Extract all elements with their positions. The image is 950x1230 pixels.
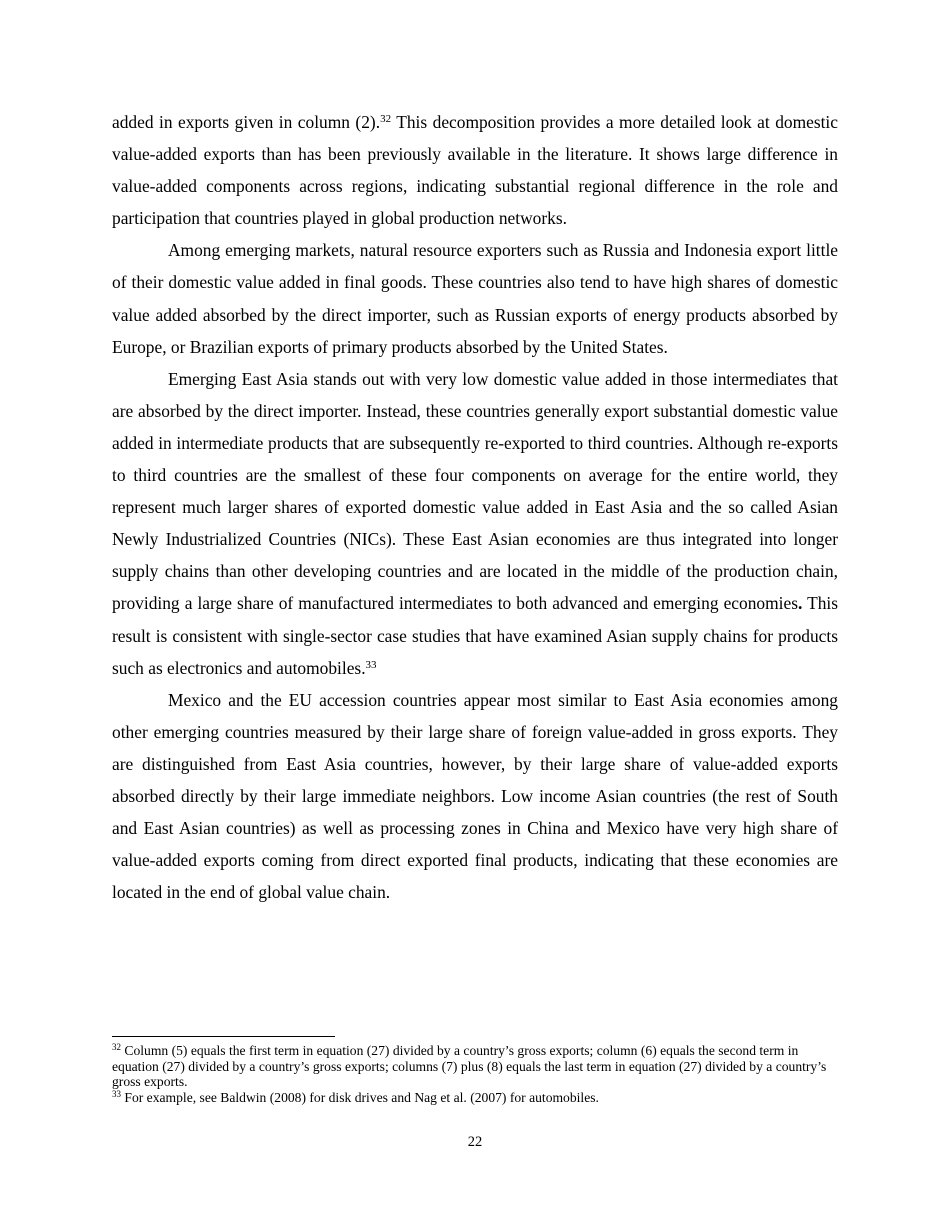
paragraph-text: This decomposition provides a more detailed look at domestic value-added exports than has been previously available in the literature. It shows large difference in value-added components across regions, indicating substantial regional difference in the role and participation that countries played in global production networks. (112, 112, 838, 229)
paragraph-4: Mexico and the EU accession countries appear most similar to East Asia economies among other emerging countries measured by their large share of foreign value-added in gross exports. They are distinguished from East Asia countries, however, by their large share of value-added exports absorbed directly by their large immediate neighbors. Low income Asian countries (the rest of South and East Asian countries) as well as processing zones in China and Mexico have very high share of value-added exports coming from direct exported final products, indicating that these economies are located in the end of global value chain. (112, 689, 838, 903)
footnote-separator (112, 1036, 335, 1037)
footnote-ref-33[interactable]: 33 (365, 658, 377, 671)
body-text (112, 106, 838, 908)
paragraph-1 (112, 106, 838, 234)
footnote-33 (112, 1090, 838, 1106)
paragraph-3 (112, 363, 838, 684)
footnote-mark: 32 (112, 1042, 121, 1052)
paragraph-text: This result is consistent with single-sector case studies that have examined Asian supply chains for products such as electronics and automobiles. (112, 593, 838, 678)
footnote-32 (112, 1043, 838, 1090)
page-number: 22 (467, 1134, 483, 1150)
paragraph-2: Among emerging markets, natural resource exporters such as Russia and Indonesia export little of their domestic value added in final goods. These countries also tend to have high shares of domestic value added absorbed by the direct importer, such as Russian exports of energy products absorbed by Europe, or Brazilian exports of primary products absorbed by the United States. (112, 240, 838, 357)
footnote-text: For example, see Baldwin (2008) for disk drives and Nag et al. (2007) for automobiles. (121, 1089, 599, 1105)
footnotes (112, 1043, 838, 1105)
paragraph-text: added in exports given in column (2). (112, 112, 381, 132)
bold-period: . (797, 593, 803, 614)
paragraph-text: Emerging East Asia stands out with very low domestic value added in those intermediates that are absorbed by the direct importer. Instead, these countries generally export substantial domestic value added in intermediate products that are subsequently re-exported to third countries. Although re-exports to third countries are the smallest of these four components on average for the entire world, they represent much larger shares of exported domestic value added in East Asia and the so called Asian Newly Industrialized Countries (NICs). These East Asian economies are thus integrated into longer supply chains than other developing countries and are located in the middle of the production chain, providing a large share of manufactured intermediates to both advanced and emerging economies (112, 368, 838, 614)
footnote-text: Column (5) equals the first term in equation (27) divided by a country’s gross exports; column (6) equals the second term in equation (27) divided by a country’s gross exports; columns (7) plus (8) equals the last term in equation (27) divided by a country’s gross exports. (112, 1043, 827, 1090)
footnote-mark: 33 (112, 1088, 121, 1099)
footnote-ref-32[interactable]: 32 (380, 113, 392, 125)
